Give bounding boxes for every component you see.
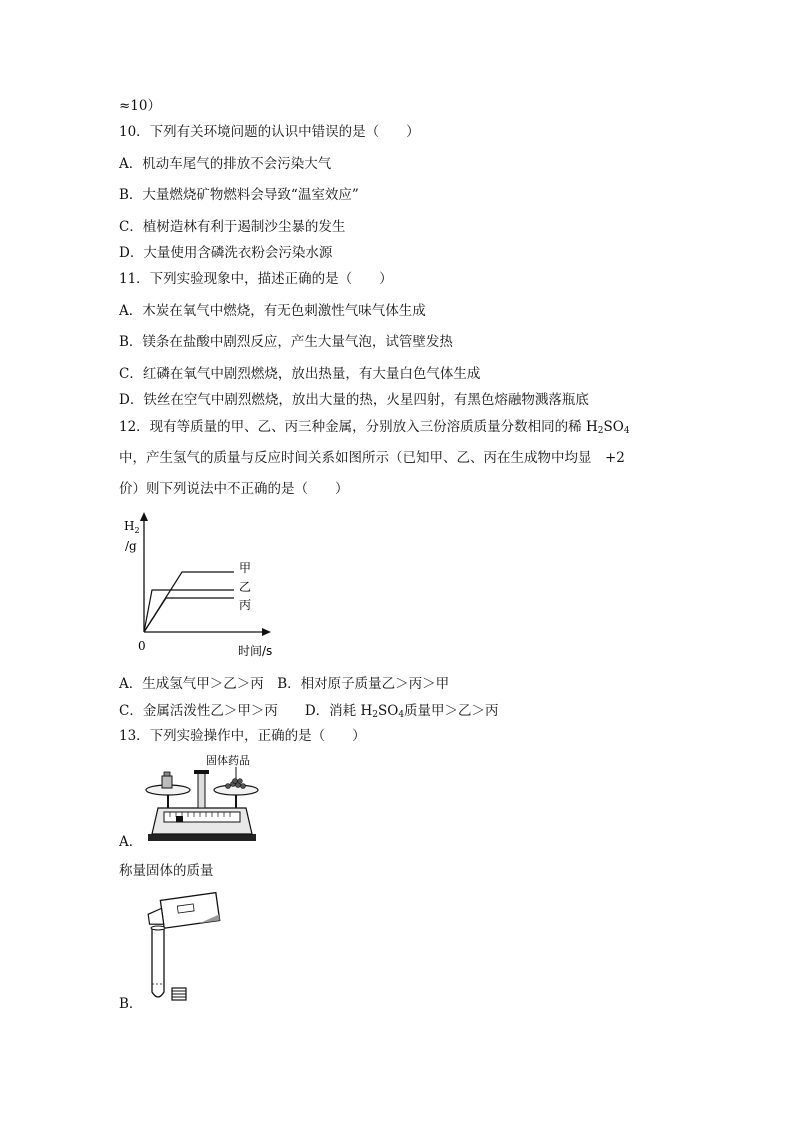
balance-scale-figure [138, 752, 263, 844]
x-axis-label: 时间/s [238, 644, 273, 658]
q10-option-b: B．大量燃烧矿物燃料会导致“温室效应” [119, 187, 359, 203]
q12-option-d: D．消耗 $H_2SO_4$质量甲＞乙＞丙 [304, 703, 499, 720]
h2so4-formula: $H_2SO_4$ [585, 419, 630, 436]
x-axis [144, 628, 271, 636]
q11-stem: 11．下列实验现象中，描述正确的是（ ） [119, 271, 393, 287]
y-axis [140, 512, 148, 632]
y-axis-label: $H_2$ [124, 519, 140, 535]
q10-stem: 10．下列有关环境问题的认识中错误的是（ ） [119, 124, 420, 140]
y-axis-unit: /g [125, 539, 137, 553]
q12-option-c: C．金属活泼性乙＞甲＞丙 [119, 703, 305, 719]
series-jia [144, 561, 251, 632]
origin-label: 0 [138, 639, 146, 653]
q11-option-d: D．铁丝在空气中剧烈燃烧，放出大量的热，火星四射，有黑色熔融物溅落瓶底 [119, 392, 589, 408]
q12-options-ab: A．生成氢气甲＞乙＞丙 B．相对原子质量乙＞丙＞甲 [119, 676, 450, 692]
solid-reagent-label: 固体药品 [206, 754, 250, 767]
q10-option-c: C．植树造林有利于遏制沙尘暴的发生 [119, 219, 346, 235]
q11-option-c: C．红磷在氧气中剧烈燃烧，放出热量，有大量白色气体生成 [119, 366, 481, 382]
q12-stem-line2: 中，产生氢气的质量与反应时间关系如图所示（已知甲、乙、丙在生成物中均显 +2 [119, 450, 625, 466]
series-bing [144, 598, 251, 632]
q12-stem-line3: 价）则下列说法中不正确的是（ ） [119, 481, 349, 497]
series-label-yi: 乙 [239, 580, 252, 594]
q11-option-a: A．木炭在氧气中燃烧，有无色刺激性气味气体生成 [119, 303, 426, 319]
hydrogen-time-graph [118, 510, 298, 660]
q12-stem-text: 12．现有等质量的甲、乙、丙三种金属，分别放入三份溶质质量分数相同的稀 [119, 419, 582, 435]
q12-stem-line1 [119, 418, 630, 440]
q12-options-cd [119, 702, 499, 724]
q10-option-a: A．机动车尾气的排放不会污染大气 [119, 156, 332, 172]
q10-option-d: D．大量使用含磷洗衣粉会污染水源 [119, 245, 333, 261]
q13-option-a-caption: 称量固体的质量 [119, 863, 214, 879]
prev-question-tail: ≈10） [119, 98, 161, 114]
pouring-liquid-figure [138, 890, 248, 1010]
q13-stem: 13．下列实验操作中，正确的是（ ） [119, 728, 366, 744]
series-label-bing: 丙 [239, 598, 252, 612]
q13-option-b-label: B． [119, 996, 143, 1012]
q11-option-b: B．镁条在盐酸中剧烈反应，产生大量气泡，试管壁发热 [119, 334, 453, 350]
series-label-jia: 甲 [239, 561, 252, 575]
q13-option-a-label: A． [119, 834, 143, 850]
